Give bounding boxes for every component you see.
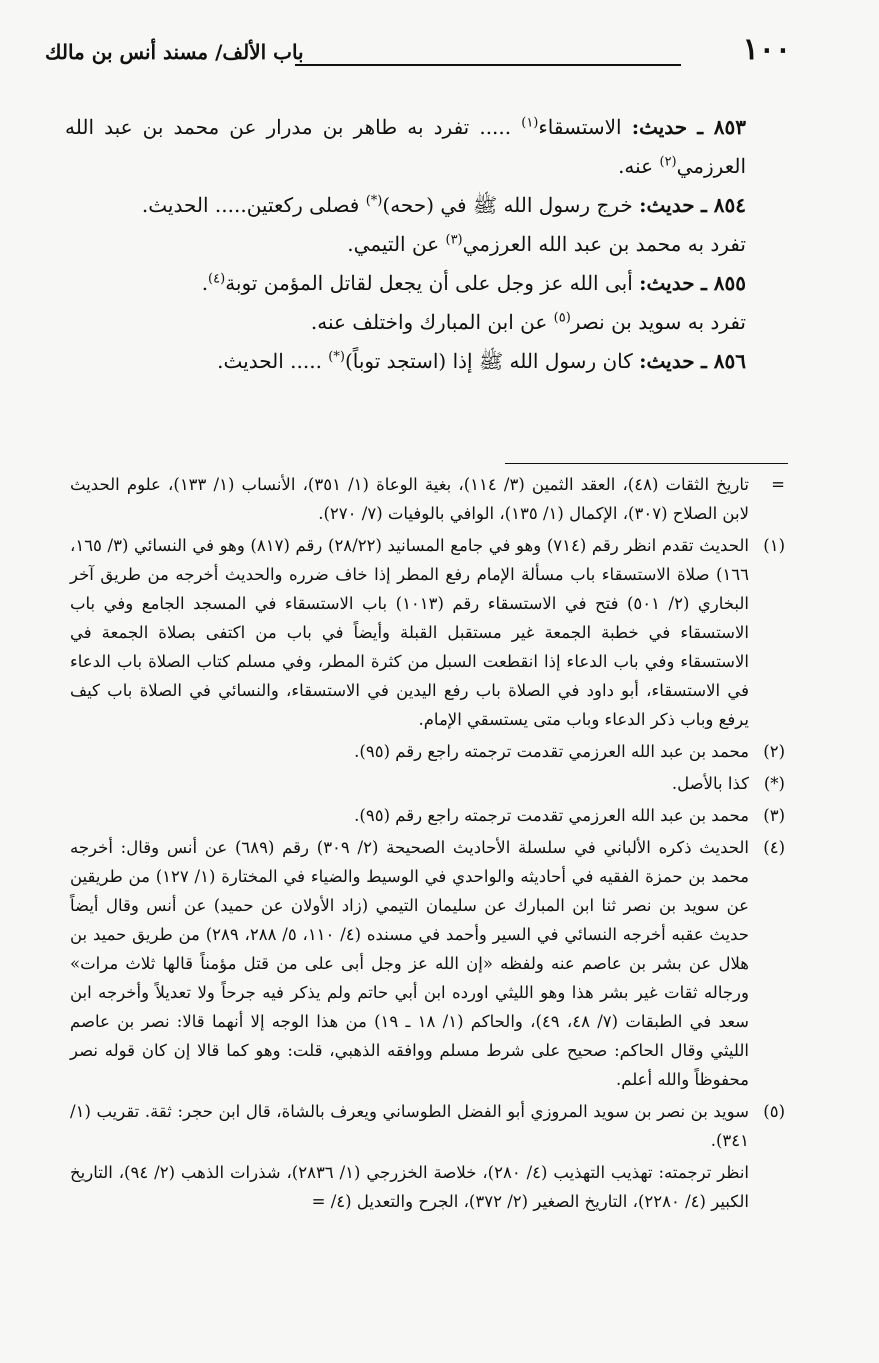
footnote-marker: =: [771, 475, 785, 494]
footnote-ref[interactable]: (*): [365, 193, 383, 209]
hadith-text: ..... الحديث.: [217, 349, 322, 373]
footnote-marker: (١): [763, 536, 785, 555]
hadith-text: فصلى ركعتين..... الحديث.: [141, 193, 360, 217]
hadith-text: عنه.: [618, 154, 654, 178]
hadith-number: ٨٥٣ ـ: [697, 115, 747, 139]
hadith-856: [65, 342, 791, 381]
hadith-text: ..... تفرد به طاهر بن مدرار عن محمد بن عبد الله العرزمي: [65, 115, 746, 178]
hadith-853: [65, 108, 791, 186]
footnote-text: تاريخ الثقات (٤٨)، العقد الثمين (٣/ ١١٤)، بغية الوعاة (١/ ٣٥١)، الأنساب (١/ ١٣٣)، علوم الحديث لابن الصلاح (٣٠٧)، الإكمال (١/ ١٣٥)، الوافي بالوفيات (٧/ ٢٧٠).: [70, 475, 749, 523]
hadith-keyword: حديث:: [631, 115, 688, 139]
hadith-854: [65, 186, 791, 225]
footnote-text: محمد بن عبد الله العرزمي تقدمت ترجمته راجع رقم (٩٥).: [354, 806, 749, 825]
hadith-keyword: حديث:: [639, 349, 695, 373]
footnote-5-references: انظر ترجمته: تهذيب التهذيب (٤/ ٢٨٠)، خلاصة الخزرجي (١/ ٢٨٣٦)، شذرات الذهب (٢/ ٩٤)، التاريخ الكبير (٤/ ٢٢٨٠)، التاريخ الصغير (٢/ ٣٧٢)، الجرح والتعديل (٤/ =: [70, 1163, 750, 1211]
narration-text: تفرد به محمد بن عبد الله العرزمي: [462, 232, 746, 256]
hadith-text: خرج رسول الله ﷺ في (ححه): [382, 193, 633, 217]
footnote-ref[interactable]: (٢): [659, 154, 677, 170]
footnote-text: الحديث ذكره الألباني في سلسلة الأحاديث الصحيحة (٢/ ٣٠٩) رقم (٦٨٩) عن أنس وقال: أخرجه محمد بن حمزة الفقيه في أحاديثه والواحدي في الوسيط والضياء في المختارة (١/ ١٢٧) من طريقين عن سويد بن نصر ثنا ابن المبارك عن سليمان التيمي (زاد الأولان عن حميد) عن أنس وقال أيضاً حديث عقبه أخرجه النسائي في السير وأحمد في مسنده (٤/ ١١٠، ٥/ ٢٨٨، ٢٨٩) من طريق حميد بن هلال عن بشر بن عاصم عنه ولفظه «إن الله عز وجل أبى على من قتل مؤمناً قالها ثلاث مرات» ورجاله ثقات غير بشر هذا وهو الليثي اورده ابن أبي حاتم ولم يذكر فيه جرحاً ولا تعديلاً وأخرجه ابن سعد في الطبقات (٧/ ٤٨، ٤٩)، والحاكم (١/ ١٨ ـ ١٩) من هذا الوجه إلا أنهما قالا: نصر بن عاصم الليثي وقال الحاكم: صحيح على شرط مسلم ووافقه الذهبي، قلت: وهو كما قالا إن كان قوله نصر محفوظاً والله أعلم.: [70, 838, 750, 1089]
footnote-ref[interactable]: (٣): [445, 232, 463, 248]
footnote-ref[interactable]: (٤): [208, 271, 226, 287]
hadith-number: ٨٥٥ ـ: [700, 271, 746, 295]
footnote-marker: (٤): [763, 838, 785, 857]
footnote-continuation: [70, 470, 785, 528]
footnote-4: [70, 833, 785, 1094]
footnote-5: [70, 1097, 785, 1155]
footnote-marker: (*): [763, 774, 785, 793]
hadith-number: ٨٥٦ ـ: [700, 349, 746, 373]
hadith-text: أبى الله عز وجل على أن يجعل لقاتل المؤمن توبة: [225, 271, 633, 295]
narration-text: عن التيمي.: [347, 232, 440, 256]
narration-text: عن ابن المبارك واختلف عنه.: [310, 310, 548, 334]
footnote-marker: (٢): [763, 742, 785, 761]
footnote-text: الحديث تقدم انظر رقم (٧١٤) وهو في جامع المسانيد (٢٨/٢٢) رقم (٨١٧) وهو في النسائي (٣/ ١٦٥، ١٦٦) صلاة الاستسقاء باب مسألة الإمام رفع المطر إذا خاف ضرره والحديث أخرجه من طريق آخر البخاري (٢/ ٥٠١) فتح في الاستسقاء رقم (١٠١٣) باب الاستسقاء في المسجد الجامع وفي باب الاستسقاء في خطبة الجمعة غير مستقبل القبلة وأيضاً في باب من اكتفى بصلاة الجمعة في الاستسقاء وفي باب الدعاء إذا انقطعت السبل من كثرة المطر، وفي مسلم كتاب الصلاة باب الدعاء في الاستسقاء، أبو داود في الصلاة باب رفع اليدين في الاستسقاء، والنسائي في الصلاة باب كيف يرفع وباب ذكر الدعاء وباب متى يستسقي الإمام.: [70, 536, 750, 729]
footnote-text: كذا بالأصل.: [671, 774, 749, 793]
footnote-2: [70, 737, 785, 766]
tafarrad-line-2: [65, 303, 791, 342]
footnote-text: محمد بن عبد الله العرزمي تقدمت ترجمته راجع رقم (٩٥).: [354, 742, 749, 761]
header-rule: [295, 64, 681, 66]
hadith-855: [65, 264, 791, 303]
hadith-text: الاستسقاء: [538, 115, 622, 139]
hadith-keyword: حديث:: [639, 193, 695, 217]
footnote-star: [70, 769, 785, 798]
footnote-marker: (٥): [763, 1102, 785, 1121]
footnote-ref[interactable]: (١): [521, 115, 539, 131]
hadith-keyword: حديث:: [639, 271, 695, 295]
hadith-text: كان رسول الله ﷺ إذا (استجد توباً): [344, 349, 633, 373]
running-title: باب الألف/ مسند أنس بن مالك: [45, 40, 304, 64]
footnote-marker: (٣): [763, 806, 785, 825]
footnote-3: [70, 801, 785, 830]
tafarrad-line-1: [65, 225, 791, 264]
hadith-tail: .: [201, 271, 209, 295]
footnote-1: [70, 531, 785, 734]
footnote-ref[interactable]: (٥): [553, 310, 571, 326]
footnote-separator: [505, 463, 788, 464]
footnote-ref[interactable]: (*): [328, 349, 345, 365]
narration-text: تفرد به سويد بن نصر: [570, 310, 746, 334]
hadith-number: ٨٥٤ ـ: [700, 193, 746, 217]
main-text: [65, 108, 791, 381]
page-number: ١٠٠: [742, 32, 791, 67]
footnotes: [70, 470, 785, 1216]
footnote-text: سويد بن نصر بن سويد المروزي أبو الفضل الطوساني ويعرف بالشاة، قال ابن حجر: ثقة. تقريب (١/ ٣٤١).: [70, 1102, 749, 1150]
page-header: [45, 30, 791, 74]
